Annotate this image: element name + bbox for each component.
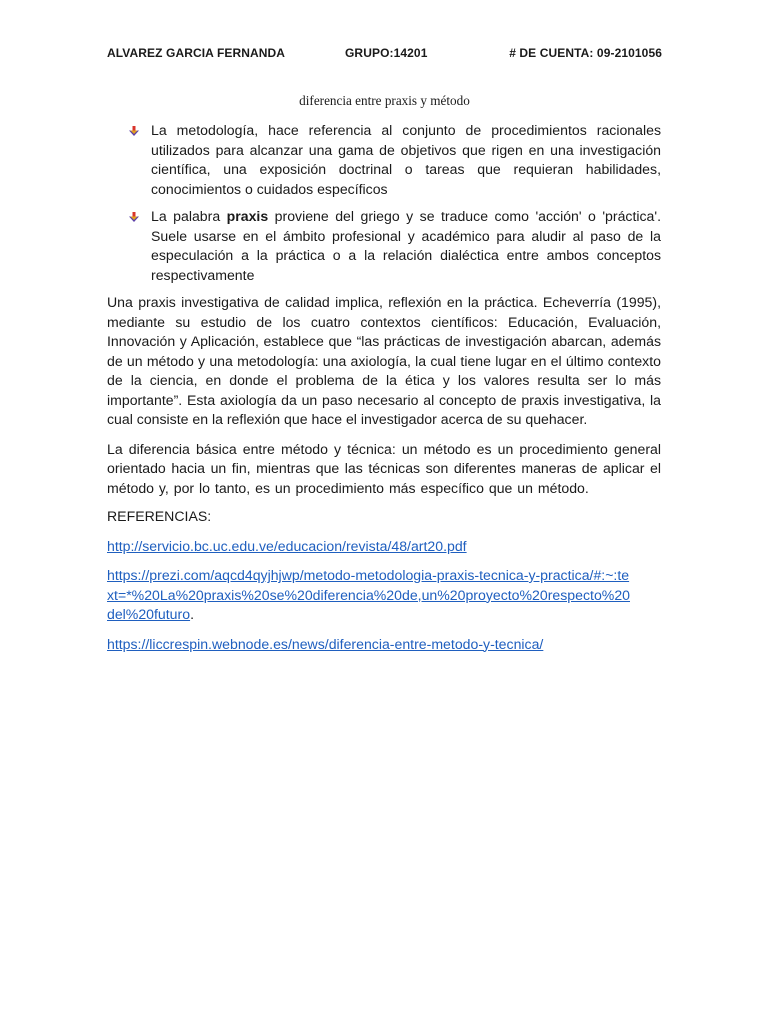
bullet-item-praxis [107,207,661,285]
bullet-text: La metodología, hace referencia al conjunto de procedimientos racionales utilizados para alcanzar una gama de objetivos que rigen en una investigación científica, una exposición doctrinal o tareas que requieran habilidades, conocimientos o cuidados específicos [151,122,661,197]
arrow-down-bullet-icon [129,126,139,136]
student-name: ALVAREZ GARCIA FERNANDA [107,46,286,60]
paragraph-diferencia: La diferencia básica entre método y técnica: un método es un procedimiento general orientado hacia un fin, mientras que las técnicas son diferentes maneras de aplicar el método y, por lo tanto, es un procedimiento más específico que un método. [107,440,661,496]
document-title: diferencia entre praxis y método [299,93,470,108]
bullet-item-metodologia [107,121,661,199]
bullet-list [107,121,661,285]
reference-item [107,566,635,625]
document-body [107,121,661,664]
references-heading: REFERENCIAS: [107,508,212,524]
account-number: # DE CUENTA: 09-2101056 [509,46,662,60]
reference-item [107,635,661,655]
reference-link[interactable]: https://liccrespin.webnode.es/news/diferencia-entre-metodo-y-tecnica/ [107,635,544,652]
reference-link[interactable]: https://prezi.com/aqcd4qyjhjwp/metodo-metodologia-praxis-tecnica-y-practica/#:~:text=*%20La%20praxis%20se%20diferencia%20de,un%20proyecto%20respecto%20del%20futuro [107,567,630,622]
bullet-text: proviene del griego y se traduce como 'acción' o 'práctica'. Suele usarse en el ámbito profesional y académico para aludir al paso de la especulación a la práctica o a la relación dialéctica entre ambos conceptos respectivamente [151,208,662,283]
group-number: GRUPO:14201 [345,46,428,60]
trailing-period: . [190,606,194,622]
reference-link[interactable]: http://servicio.bc.uc.edu.ve/educacion/revista/48/art20.pdf [107,537,467,554]
arrow-down-bullet-icon [129,212,139,222]
bullet-text: La palabra [151,208,227,224]
reference-item [107,537,661,557]
document-header [107,46,662,64]
paragraph-praxis-investigativa: Una praxis investigativa de calidad implica, reflexión en la práctica. Echeverría (1995), mediante su estudio de los cuatro contextos científicos: Educación, Evaluación, Innovación y Aplicación, establece que “las prácticas de investigación abarcan, además de un método y una metodología: una axiología, la cual tiene lugar en el último contexto de la ciencia, en donde el problema de la ética y los valores resulta ser lo más importante”. Esta axiología da un paso necesario al concepto de praxis investigativa, la cual consiste en la reflexión que hace el investigador acerca de su quehacer. [107,294,661,427]
bold-term: praxis [226,208,269,224]
